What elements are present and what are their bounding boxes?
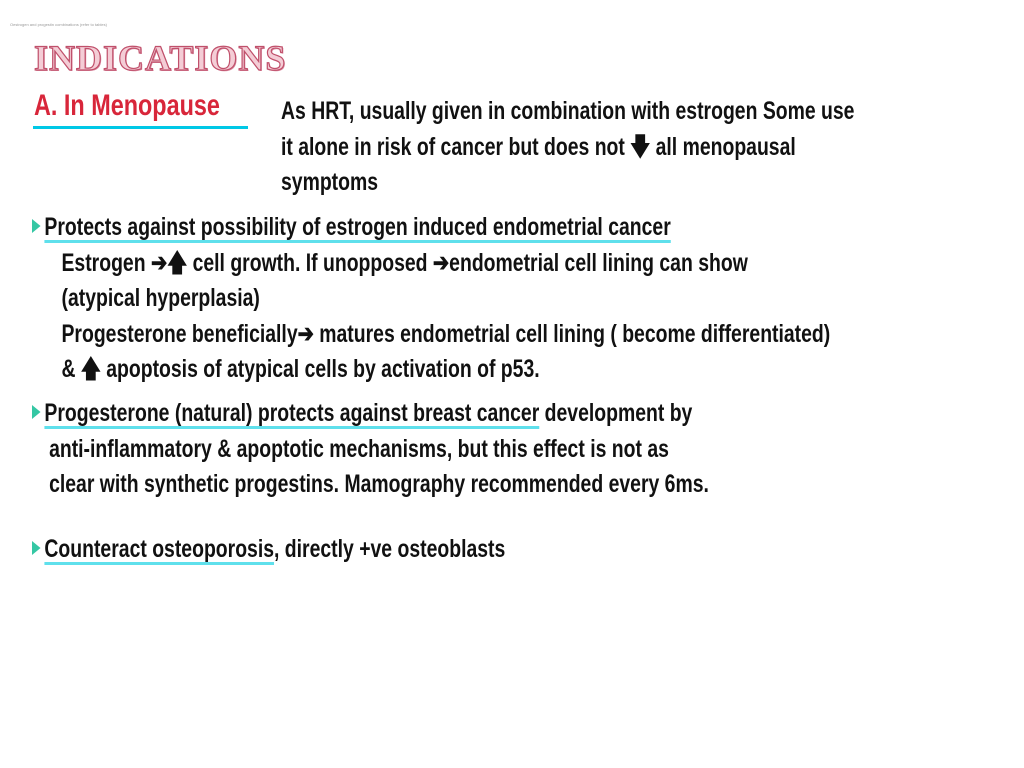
- right-arrow-icon: ➔: [432, 248, 450, 277]
- hrt-line-2-end: all menopausal: [655, 132, 796, 161]
- subtitle-underline: [33, 126, 248, 129]
- down-arrow-icon: 🡇: [630, 132, 651, 161]
- bullet-osteoporosis-title: Counteract osteoporosis: [44, 535, 275, 563]
- bullet-breast-title-rest: development by: [539, 399, 693, 427]
- estrogen-text-b: cell growth. If unopposed: [192, 248, 428, 277]
- apoptosis-text-a: &: [61, 355, 76, 383]
- up-arrow-icon: 🡅: [167, 248, 188, 277]
- progesterone-text-b: matures endometrial cell lining ( become differentiated): [319, 319, 831, 348]
- bullet-osteoporosis-rest: , directly +ve osteoblasts: [274, 535, 506, 563]
- slide-heading: INDICATIONS: [34, 38, 287, 78]
- hrt-line-3: symptoms: [281, 168, 379, 196]
- estrogen-text-a: Estrogen: [61, 248, 146, 277]
- bullet-endometrial-title: Protects against possibility of estrogen induced endometrial cancer: [44, 213, 671, 241]
- hrt-line-2-text: it alone in risk of cancer but does not: [281, 132, 625, 161]
- bullet-arrow-icon: [32, 541, 41, 555]
- hrt-paragraph: [281, 94, 1003, 201]
- hrt-line-1: As HRT, usually given in combination with estrogen Some use: [281, 97, 855, 125]
- progesterone-text-a: Progesterone beneficially: [61, 319, 298, 348]
- bullet-breast-title: Progesterone (natural) protects against breast cancer: [44, 399, 540, 427]
- bullet-osteoporosis: [32, 532, 1024, 568]
- bullet-breast-cancer: [32, 396, 1024, 503]
- hyperplasia-line: (atypical hyperplasia): [61, 284, 260, 312]
- estrogen-text-c: endometrial cell lining can show: [449, 248, 748, 277]
- bullet-arrow-icon: [32, 405, 41, 419]
- bullet-endometrial-title-line: [32, 210, 1024, 246]
- section-subtitle: A. In Menopause: [34, 89, 220, 122]
- right-arrow-icon: ➔: [297, 319, 314, 348]
- right-arrow-icon: ➔: [150, 248, 168, 277]
- apoptosis-text-b: apoptosis of atypical cells by activation of p53.: [106, 355, 540, 383]
- bullet-osteoporosis-line: [32, 532, 1024, 568]
- bullet-arrow-icon: [32, 219, 41, 233]
- apoptosis-line: [32, 352, 1024, 388]
- tiny-header-note: Oestrogen and progestin combinations (refer to tables): [10, 22, 107, 27]
- progesterone-line: [32, 317, 1024, 353]
- breast-line-2: anti-inflammatory & apoptotic mechanisms, but this effect is not as: [49, 434, 669, 463]
- up-arrow-icon: 🡅: [80, 355, 101, 383]
- bullet-breast-title-line: [32, 396, 1024, 432]
- bullet-endometrial: [32, 210, 1024, 388]
- breast-line-3: clear with synthetic progestins. Mamography recommended every 6ms.: [49, 470, 709, 498]
- hrt-line-2: [281, 130, 1003, 166]
- estrogen-line: [32, 246, 1024, 282]
